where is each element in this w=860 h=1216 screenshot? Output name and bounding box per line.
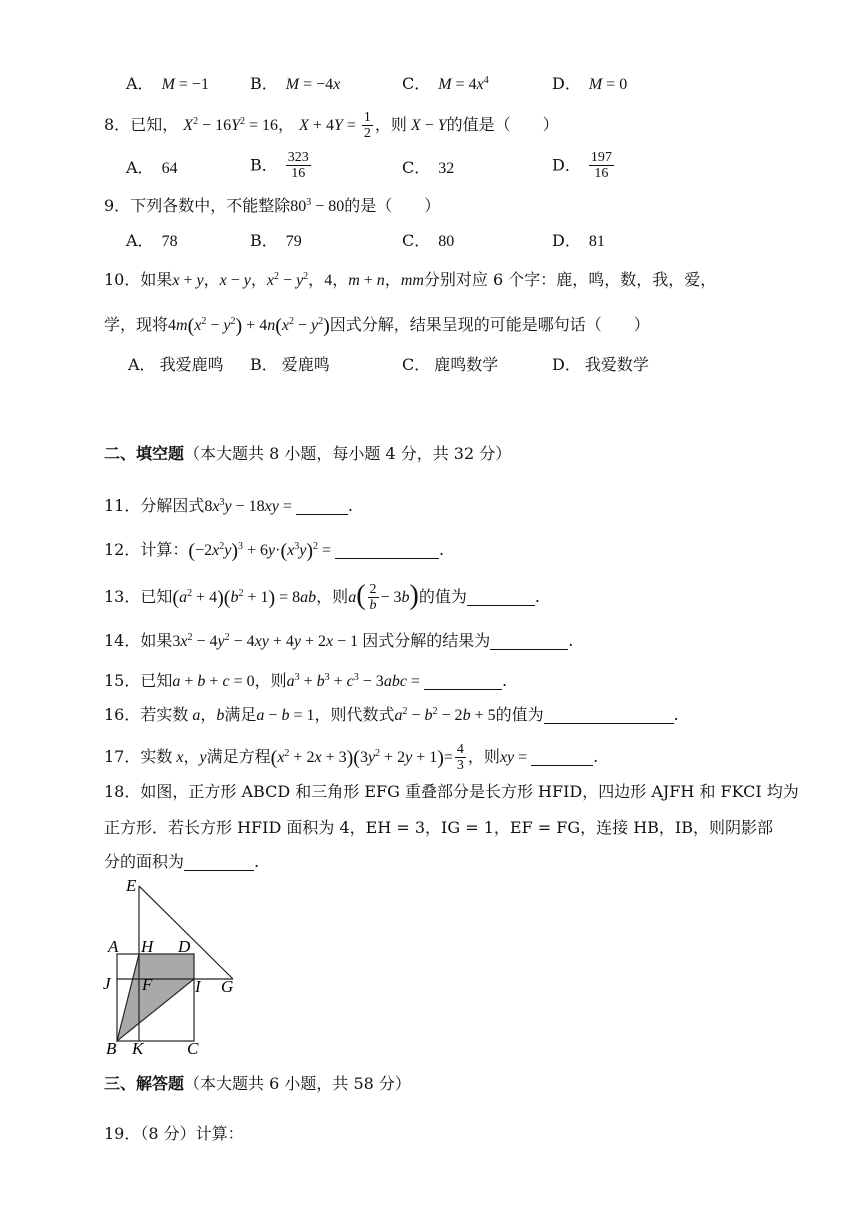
label-d: D [178,937,191,956]
q17-answer-blank[interactable] [531,747,593,766]
q9-option-c: C． 80 [402,231,455,250]
label-a: A [108,937,119,956]
q11-answer-blank[interactable] [296,496,348,515]
q15-stem: 15．已知a + b + c = 0，则$a^3 + b^3 + c^3 - 3abc$ = . [104,671,508,690]
q13-stem: 13．已知$(a^2 + 4)(b^2 + 1) = 8ab$，则a( $\frac{2}{b}$ − 3b)的值为 . [104,580,540,613]
q9-option-a: A． 78 [126,231,178,250]
q18-answer-blank[interactable] [184,852,254,871]
label-i: I [195,977,201,996]
q8-option-a: A． 64 [126,158,178,177]
q7-option-d: D． M = 0 [552,74,628,93]
q15-answer-blank[interactable] [424,671,502,690]
q14-stem: 14．如果$3x^2 - 4y^2 - 4xy + 4y + 2x - 1$ 因式分解的结果为 . [104,631,574,650]
q10-option-d: D． 我爱数学 [552,355,649,374]
shaded-region [117,954,194,1041]
label-k: K [132,1039,144,1058]
q16-answer-blank[interactable] [544,705,674,724]
q8-fraction: $\frac{1}{2}$ [363,110,371,141]
q10-option-b: B． 爱鹿鸣 [250,355,330,374]
q11-stem: 11．分解因式$8x^3y - 18xy$ = . [104,496,353,515]
label-j: J [103,974,111,993]
label-h: H [141,937,154,956]
q8-option-d: D． $\frac{197}{16}$ [552,150,612,181]
q8-stem: 8．已知， $X^2 - 16Y^2 = 16$， X + 4Y = $\frac{1}{2}$ ，则 X − Y的值是（ ） [104,110,559,141]
q14-answer-blank[interactable] [490,631,568,650]
q10-stem-line1: 10．如果x + y，x − y，$x^2 - y^2$，4，m + n，mm分别对应 6 个字：鹿，鸣，数，我，爱， [104,270,717,289]
label-c: C [187,1039,199,1058]
q7-option-c: C． $M = 4x^4$ [402,74,489,93]
label-b: B [106,1039,117,1058]
q18-stem-line3: 分的面积为 . [104,852,260,871]
label-f: F [142,975,153,994]
q19-stem: 19．（8 分）计算： [104,1124,244,1143]
q17-stem: 17．实数 x，y满足方程$(x^2 + 2x + 3)(3y^2 + 2y + 1)=$ $\frac{4}{3}$ ，则xy = . [104,742,599,773]
q9-option-d: D． 81 [552,231,605,250]
section2-heading: 二、填空题（本大题共 8 小题，每小题 4 分，共 32 分） [104,444,512,463]
q8-option-b: B． $\frac{323}{16}$ [250,150,309,181]
q8-option-c: C． 32 [402,158,455,177]
q9-stem: 9．下列各数中，不能整除$80^3 - 80$的是（ ） [104,196,441,215]
q7-option-b: B． M = −4x [250,74,341,93]
q12-answer-blank[interactable] [335,540,439,559]
label-e: E [126,876,137,895]
q10-stem-line2: 学，现将$4m(x^2 - y^2) + 4n(x^2 - y^2)$因式分解，结果呈现的可能是哪句话（ ） [104,315,650,337]
q10-option-c: C． 鹿鸣数学 [402,355,499,374]
label-g: G [221,977,234,996]
q18-figure [100,876,250,1058]
q9-option-b: B． 79 [250,231,302,250]
q18-stem-line1: 18．如图，正方形 ABCD 和三角形 EFG 重叠部分是长方形 HFID，四边形 AJFH 和 FKCI 均为 [104,782,799,801]
q7-option-a: A． M = −1 [126,74,209,93]
q10-option-a: A． 我爱鹿鸣 [128,355,224,374]
q16-stem: 16．若实数 a，b满足a − b = 1，则代数式$a^2 - b^2 - 2b + 5$的值为 . [104,705,679,724]
q18-stem-line2: 正方形．若长方形 HFID 面积为 4，EH = 3，IG = 1，EF = FG，连接 HB，IB，则阴影部 [104,818,774,837]
section3-heading: 三、解答题（本大题共 6 小题，共 58 分） [104,1074,411,1093]
q13-answer-blank[interactable] [467,587,535,606]
q12-stem: 12．计算：$(-2x^2y)^3 + 6y\cdot(x^3y)^2$ = . [104,540,445,562]
